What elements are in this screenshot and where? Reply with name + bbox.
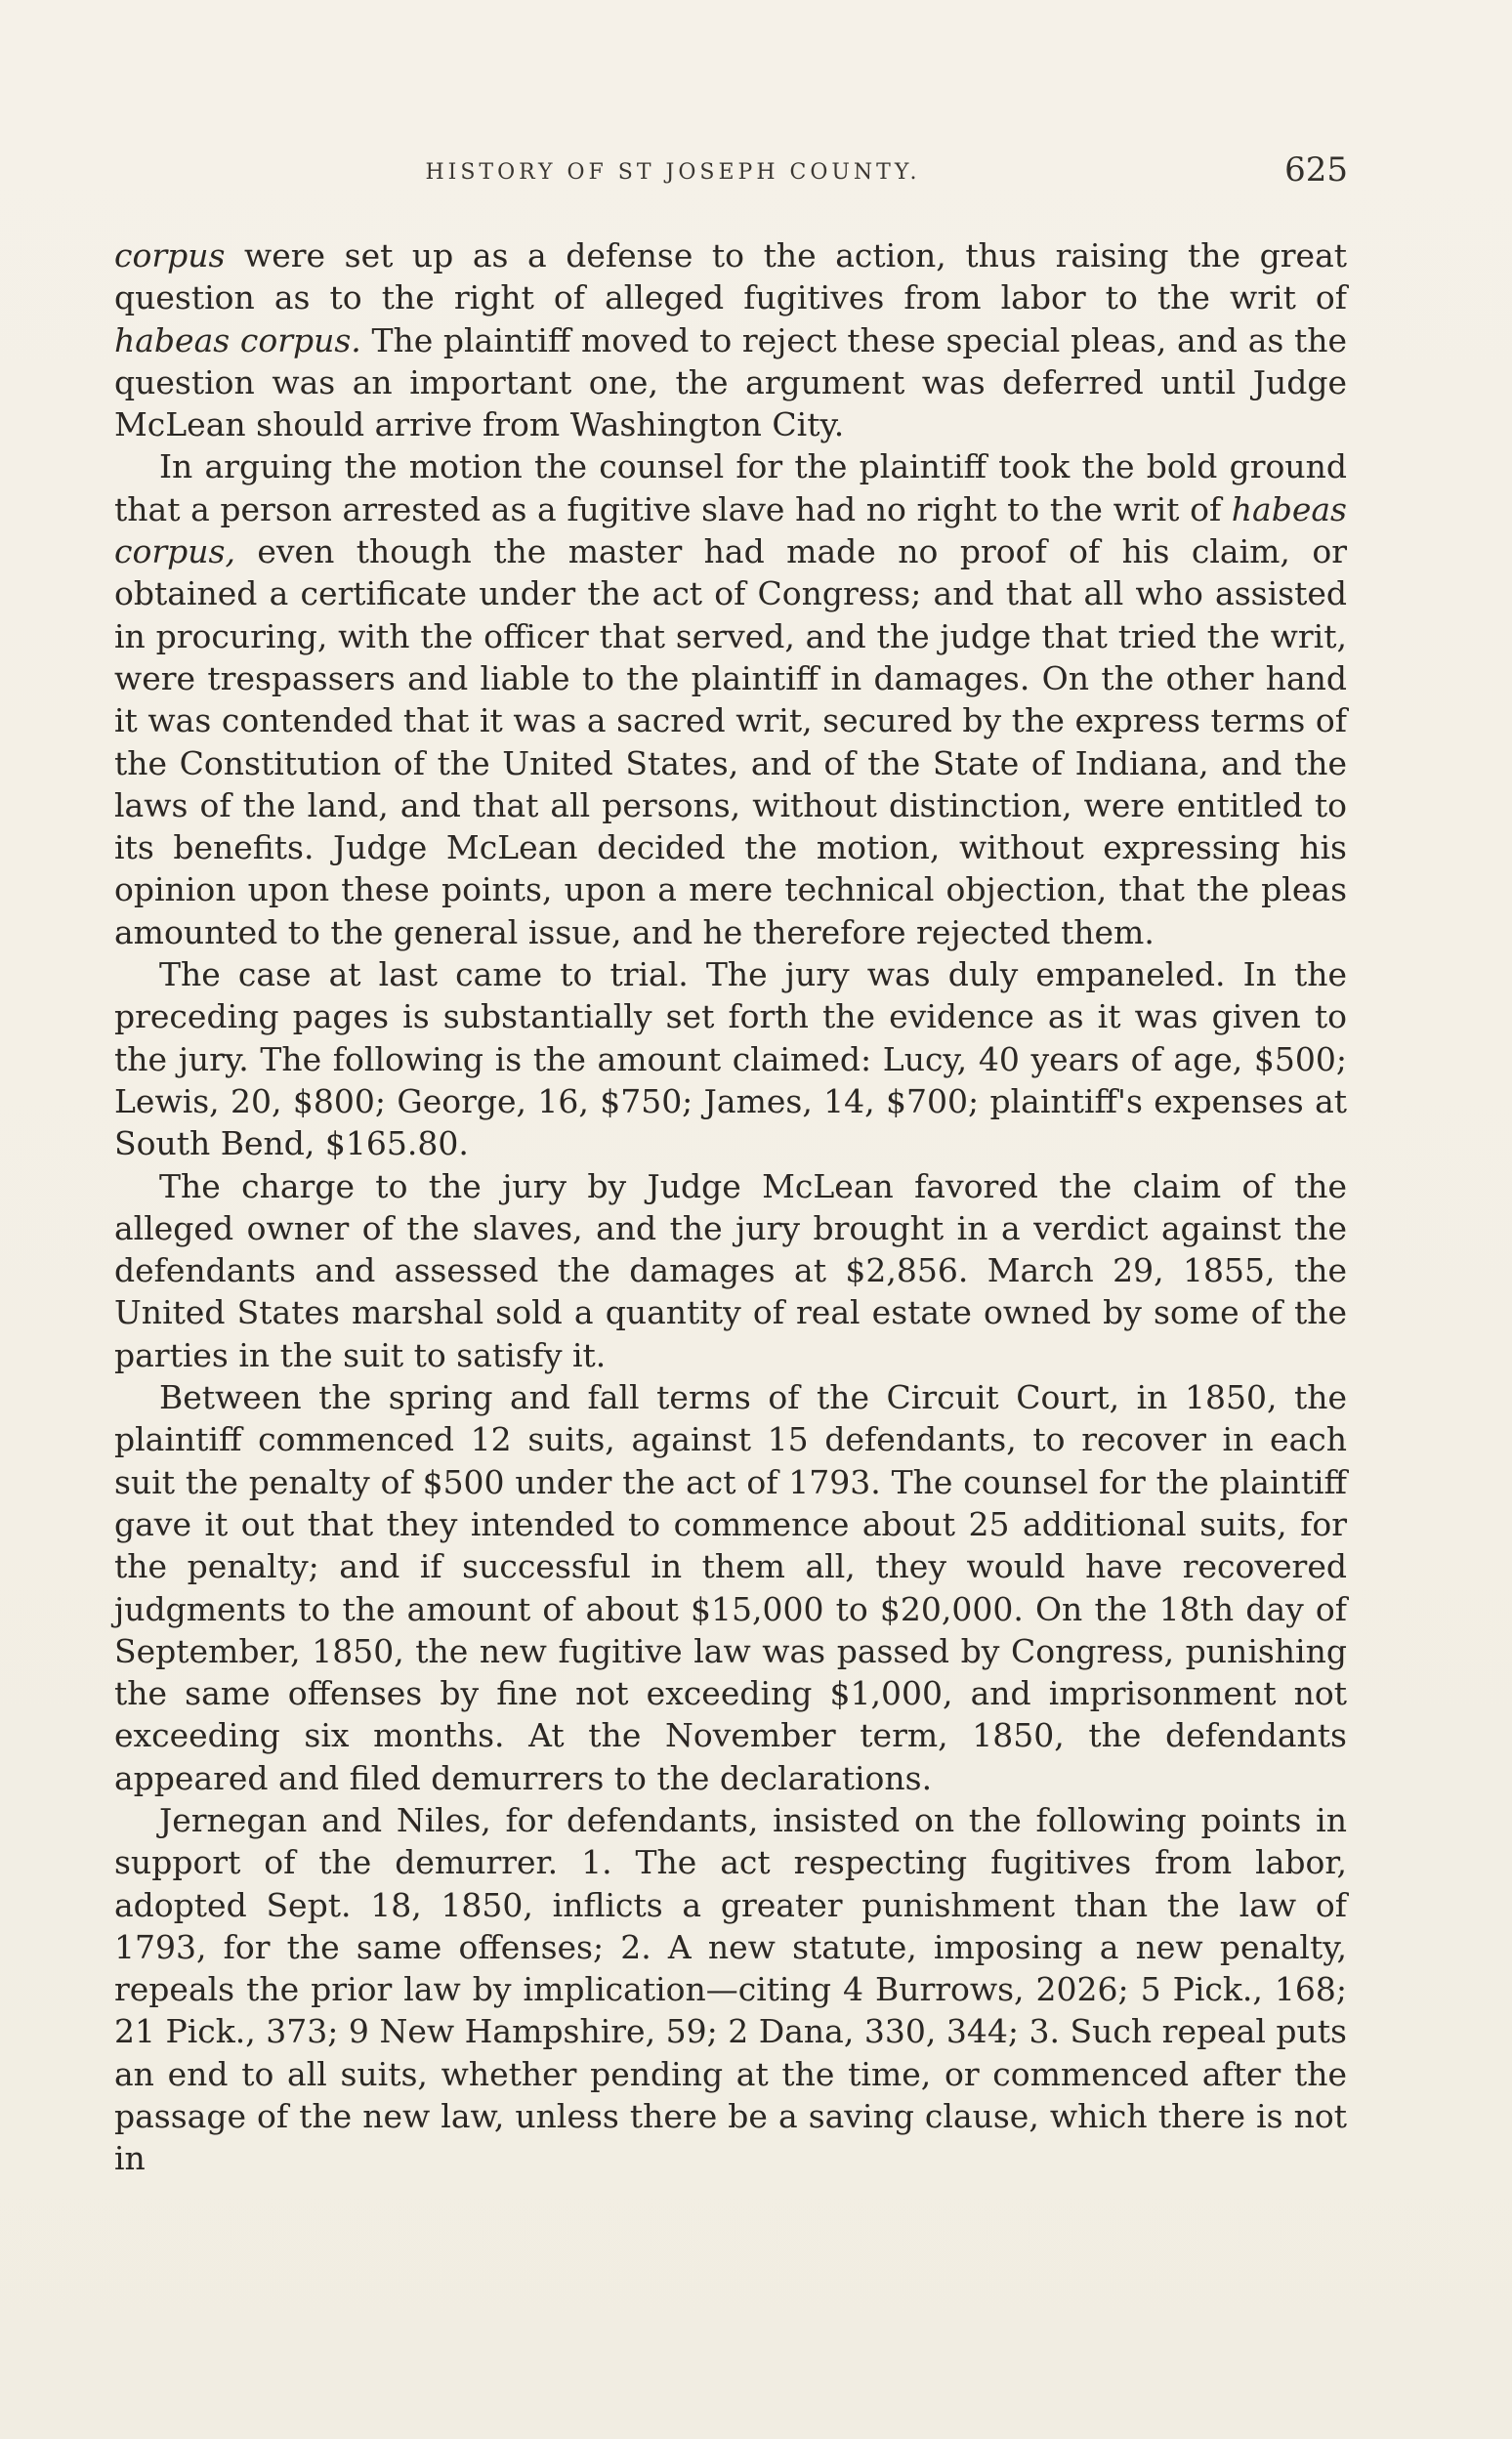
page-number: 625 (1284, 150, 1348, 189)
paragraph (114, 1165, 1347, 1376)
text-segment: were set up as a defense to the action, thus raising the great question as to the right of alleged fugitives from labor to the writ of (114, 236, 1347, 317)
text-segment: The case at last came to trial. The jury was duly empaneled. In the preceding pages is substantially set forth the evidence as it was given to the jury. The following is the amount claimed: Lucy, 40 years of age, $500; Lewis, 20, $800; George, 16, $750; James, 14, $700; plaintiff's expenses at South Bend, $165.80. (114, 955, 1347, 1163)
paragraph (114, 1799, 1347, 2180)
paragraph (114, 1376, 1347, 1799)
text-segment: In arguing the motion the counsel for the plaintiff took the bold ground that a person arrested as a fugitive slave had no right to the writ of (114, 447, 1347, 528)
text-segment: even though the master had made no proof of his claim, or obtained a certificate under the act of Congress; and that all who assisted in procuring, with the officer that served, and the judge that tried the writ, were trespassers and liable to the plaintiff in damages. On the other hand it was contended that it was a sacred writ, secured by the express terms of the Constitution of the United States, and of the State of Indiana, and the laws of the land, and that all persons, without distinction, were entitled to its benefits. Judge McLean decided the motion, without expressing his opinion upon these points, upon a mere technical objection, that the pleas amounted to the general issue, and he therefore rejected them. (114, 532, 1347, 951)
text-segment: Between the spring and fall terms of the Circuit Court, in 1850, the plaintiff commenced 12 suits, against 15 defendants, to recover in each suit the penalty of $500 under the act of 1793. The counsel for the plaintiff gave it out that they intended to commence about 25 additional suits, for the penalty; and if successful in them all, they would have recovered judgments to the amount of about $15,000 to $20,000. On the 18th day of September, 1850, the new fugitive law was passed by Congress, punishing the same offenses by fine not exceeding $1,000, and imprisonment not exceeding six months. At the November term, 1850, the defendants appeared and filed demurrers to the declarations. (114, 1378, 1347, 1797)
italic-text: habeas corpus. (114, 320, 361, 359)
text-segment: Jernegan and Niles, for defendants, insisted on the following points in support of the demurrer. 1. The act respecting fugitives from labor, adopted Sept. 18, 1850, inflicts a greater punishment than the law of 1793, for the same offenses; 2. A new statute, imposing a new penalty, repeals the prior law by implication—citing 4 Burrows, 2026; 5 Pick., 168; 21 Pick., 373; 9 New Hampshire, 59; 2 Dana, 330, 344; 3. Such repeal puts an end to all suits, whether pending at the time, or commenced after the passage of the new law, unless there be a saving clause, which there is not in (114, 1800, 1347, 2178)
italic-text: habeas corpus, (114, 489, 1347, 571)
italic-text: corpus (114, 236, 226, 274)
text-segment: The plaintiff moved to reject these special pleas, and as the question was an important one, the argument was deferred until Judge McLean should arrive from Washington City. (114, 320, 1347, 444)
text-segment: The charge to the jury by Judge McLean favored the claim of the alleged owner of the slaves, and the jury brought in a verdict against the defendants and assessed the damages at $2,856. March 29, 1855, the United States marshal sold a quantity of real estate owned by some of the parties in the suit to satisfy it. (114, 1166, 1347, 1374)
body-text (114, 234, 1347, 2180)
running-title: HISTORY OF ST JOSEPH COUNTY. (425, 160, 921, 185)
paragraph (114, 234, 1347, 445)
running-header (115, 150, 1348, 199)
paragraph (114, 445, 1347, 953)
paragraph (114, 953, 1347, 1164)
